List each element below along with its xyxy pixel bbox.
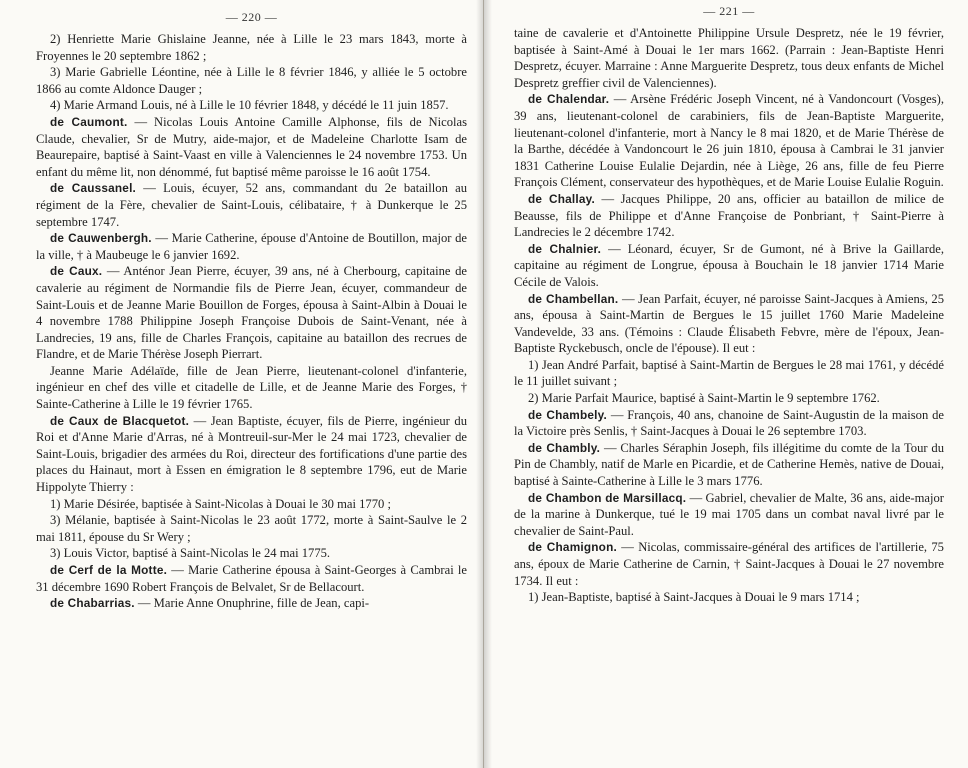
page-number-right: — 221 — [703,4,755,18]
entry-name: de Chambely. [528,407,607,422]
entry-paragraph [36,263,467,363]
entry-paragraph [36,562,467,595]
text-paragraph [36,64,467,97]
entry-paragraph [514,91,944,191]
entry-name: de Chambellan. [528,291,619,306]
entry-text: — Louis, écuyer, 52 ans, commandant du 2e bataillon au régiment de la Fère, chevalier de Saint-Louis, célibataire, † à Dunkerque le 25 septembre 1747. [36,181,468,229]
entry-name: de Caumont. [50,114,128,129]
entry-text: — Marie Catherine, épouse d'Antoine de Boutillon, major de la ville, † à Maubeuge le 6 janvier 1692. [36,231,467,262]
entry-paragraph [36,114,467,180]
entry-text: — Gabriel, chevalier de Malte, 36 ans, aide-major de la marine à Dunkerque, tué le 19 mai 1705 dans un combat naval livré par le chevalier de Saint-Paul. [514,490,944,538]
entry-name: de Chambon de Marsillacq. [528,490,687,505]
entry-paragraph [514,440,944,490]
entry-paragraph [514,241,944,291]
entry-text: — Jean Parfait, écuyer, né paroisse Saint-Jacques à Amiens, 25 ans, épousa à Saint-Martin de Bergues le 15 juillet 1760 Marie Madeleine Vandevelde, 33 ans. (Témoins : Claude Élisabeth Febvre, mère de l'époux, Jean-Baptiste Ryckebusch, oncle de l'épouse). Il eut : [514,291,944,356]
entry-name: de Chamignon. [528,540,617,555]
entry-name: de Cauwenbergh. [50,231,152,246]
right-page [484,0,968,768]
entry-paragraph [36,180,467,230]
text-paragraph [514,390,944,407]
entry-name: de Caux. [50,264,103,279]
entry-text: 1) Jean-Baptiste, baptisé à Saint-Jacques à Douai le 9 mars 1714 ; [528,590,860,605]
entry-text: — François, 40 ans, chanoine de Saint-Augustin de la maison de la Victoire près Senlis, † Saint-Jacques à Douai le 26 septembre 1703. [514,407,944,439]
entry-name: de Challay. [528,191,595,206]
entry-text: 1) Marie Désirée, baptisée à Saint-Nicolas à Douai le 30 mai 1770 ; [50,496,391,511]
text-paragraph [514,357,944,390]
entry-text: 2) Marie Parfait Maurice, baptisé à Saint-Martin le 9 septembre 1762. [528,391,880,406]
entry-name: de Chalnier. [528,241,602,256]
entry-name: de Chabarrias. [50,596,135,611]
entry-name: de Cerf de la Motte. [50,563,168,577]
text-paragraph [36,496,467,513]
text-paragraph [514,25,944,91]
entry-paragraph [514,291,944,357]
entry-text: 3) Louis Victor, baptisé à Saint-Nicolas le 24 mai 1775. [50,546,331,561]
entry-paragraph [36,230,467,263]
entry-name: de Caux de Blacquetot. [50,413,190,428]
entry-paragraph [514,539,944,589]
entry-text: 3) Marie Gabrielle Léontine, née à Lille le 8 février 1846, y alliée le 5 octobre 1866 au comte Aldonce Dauger ; [36,65,467,96]
left-page-text [36,31,467,612]
entry-text: — Marie Catherine épousa à Saint-Georges à Cambrai le 31 décembre 1690 Robert François de Belvalet, Sr de Bellacourt. [36,563,467,594]
entry-name: de Chalendar. [528,92,610,107]
entry-name: de Caussanel. [50,181,137,196]
text-paragraph [36,31,467,64]
entry-text: — Jacques Philippe, 20 ans, officier au bataillon de milice de Beausse, fils de Philippe et d'Anne Françoise de Ponbriant, † Saint-Pierre à Landrecies le 2 décembre 1742. [514,191,944,240]
entry-text: — Nicolas Louis Antoine Camille Alphonse, fils de Nicolas Claude, chevalier, Sr de Mutry, aide-major, et de Madeleine Charlotte Isam de Beaurepaire, baptisé à Saint-Vaast en ville à Valenciennes le 24 novembre 1753. Un enfant du même lit, non dénommé, fut baptisé même paroisse le 16 août 1754. [36,114,468,179]
entry-text: — Arsène Frédéric Joseph Vincent, né à Vandoncourt (Vosges), 39 ans, lieutenant-colonel de carabiniers, fils de Jean-Baptiste Marguerite, lieutenant-colonel d'infanterie, mort à Nancy le 8 mai 1820, et de Marie Thérèse de la Barthe, décédée à Vandoncourt le 26 juin 1810, épousa à Cambrai le 31 janvier 1831 Catherine Louise Eulalie Dejardin, née à Liège, 26 ans, fille de feu Pierre François Clément, conservateur des hypothèques, et de Marie Louise Eulalie Roguin. [514,92,944,190]
entry-text: 2) Henriette Marie Ghislaine Jeanne, née à Lille le 23 mars 1843, morte à Froyennes le 20 septembre 1862 ; [36,32,467,63]
entry-paragraph [514,191,944,241]
entry-text: Jeanne Marie Adélaïde, fille de Jean Pierre, lieutenant-colonel d'infanterie, ingénieur en chef des ville et citadelle de Lille, et de Jeanne Marie des Forges, † Sainte-Catherine à Lille le 19 février 1765. [36,363,467,412]
entry-text: 4) Marie Armand Louis, né à Lille le 10 février 1848, y décédé le 11 juin 1857. [50,98,449,113]
entry-text: — Marie Anne Onuphrine, fille de Jean, capi- [134,596,370,611]
text-paragraph [36,363,467,413]
entry-paragraph [514,490,944,540]
entry-text: taine de cavalerie et d'Antoinette Philippine Ursule Despretz, née le 19 février, baptisée à Saint-Amé à Douai le 1er mars 1662. (Parrain : Jean-Baptiste Henri Despretz, écuyer. Marraine : Anne Marguerite Despretz, tous deux enfants de Michel Despretz greffier civil de Valenciennes). [514,26,944,90]
entry-text: — Charles Séraphin Joseph, fils illégitime du comte de la Tour du Pin de Chambly, natif de Marle en Picardie, et de Catherine Hemès, native de Douai, baptisé à Sainte-Catherine à Lille le 3 mars 1776. [514,440,944,489]
entry-paragraph [36,595,467,612]
entry-name: de Chambly. [528,440,601,455]
entry-text: 3) Mélanie, baptisée à Saint-Nicolas le 23 août 1772, morte à Saint-Saulve le 2 mai 1811, épouse du Sr Wery ; [36,513,467,544]
entry-paragraph [514,407,944,440]
entry-text: — Jean Baptiste, écuyer, fils de Pierre, ingénieur du Roi et d'Anne Marie d'Arras, né à Montreuil-sur-Mer le 24 mai 1723, chevalier de Saint-Louis, brigadier des armées du Roi, directeur des fortifications d'une partie des places du Hainaut, mort à Essen en émigration le 8 septembre 1796, eut de Marie Hippolyte Thierry : [36,413,467,495]
entry-text: 1) Jean André Parfait, baptisé à Saint-Martin de Bergues le 28 mai 1761, y décédé le 11 juillet suivant ; [514,357,944,389]
entry-text: — Anténor Jean Pierre, écuyer, 39 ans, né à Cherbourg, capitaine de cavalerie au régiment de Normandie fils de Pierre Jean, écuyer, commandeur de Saint-Louis et de Jeanne Marie Bouillon de Forges, épousa à Saint-Albin à Douai le 4 novembre 1788 Philippine Joseph Françoise Dubois de Saint-Venant, née à Landrecies, 19 ans, fille de Charles François, capitaine au bataillon des recrues de Flandre, et de Marie Thérèse Joseph Pierrart. [36,264,467,362]
entry-text: — Léonard, écuyer, Sr de Gumont, né à Brive la Gaillarde, capitaine au régiment de Longrue, épousa à Bouchain le 18 janvier 1714 Marie Cécile de Valois. [514,241,944,289]
entry-text: — Nicolas, commissaire-général des artifices de l'artillerie, 75 ans, époux de Marie Catherine de Carnin, † Saint-Jacques à Douai le 27 novembre 1734. Il eut : [514,540,944,588]
page-number-left: — 220 — [225,10,278,24]
text-paragraph [36,545,467,562]
text-paragraph [36,512,467,545]
right-page-text [514,25,944,606]
text-paragraph [514,589,944,606]
text-paragraph [36,97,467,114]
entry-paragraph [36,413,467,496]
